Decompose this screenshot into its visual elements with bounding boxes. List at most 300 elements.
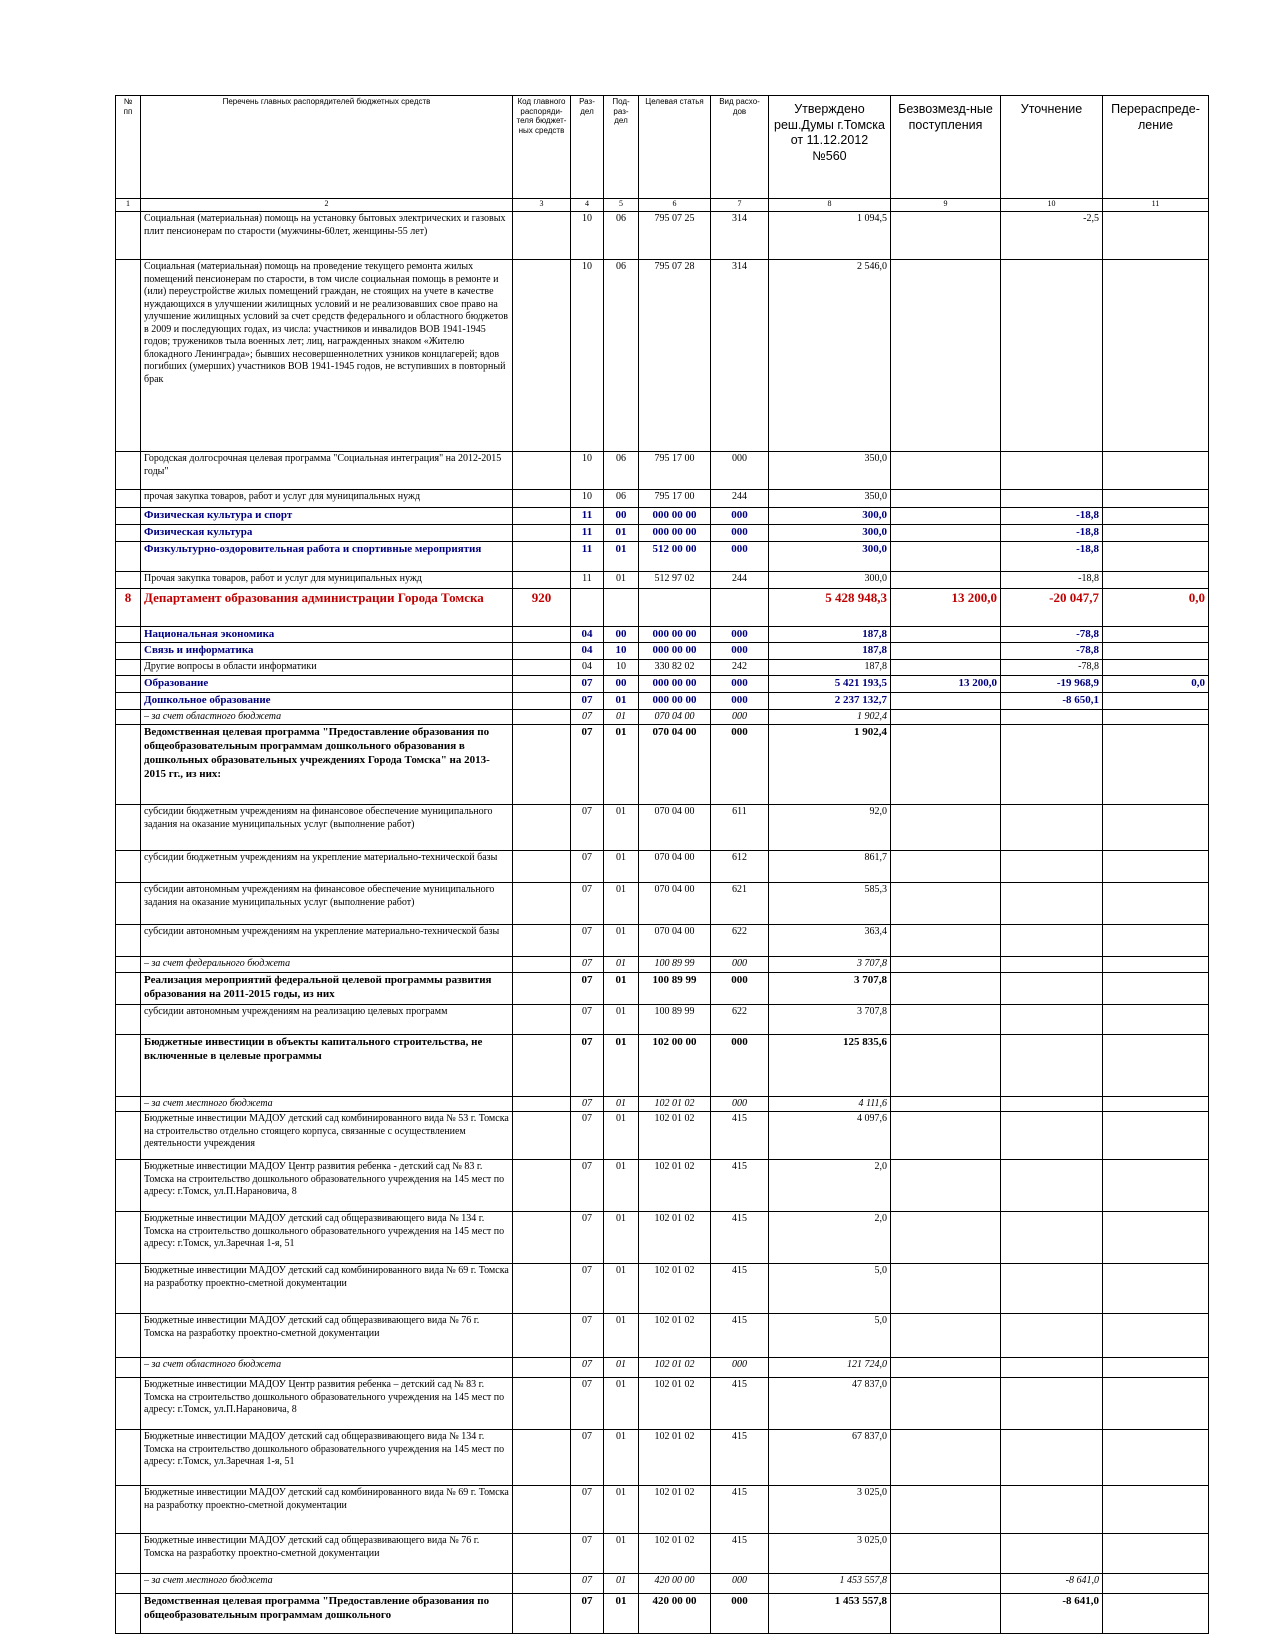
cell-bezvozm — [891, 972, 1001, 1004]
table-row — [116, 588, 1209, 626]
table-row — [116, 676, 1209, 693]
table-row — [116, 693, 1209, 710]
cell-target: 102 01 02 — [639, 1212, 711, 1264]
cell-code — [513, 626, 571, 643]
cell-podrazdel: 01 — [604, 1594, 639, 1634]
cell-name: Бюджетные инвестиции МАДОУ Центр развития ребенка - детский сад № 83 г. Томска на строительство дошкольного образовательного учреждения на 145 мест по адресу: г.Томск, ул.П.Нарановича, 8 — [141, 1160, 513, 1212]
cell-name: Другие вопросы в области информатики — [141, 660, 513, 676]
cell-vid: 415 — [711, 1264, 769, 1314]
cell-approved: 125 835,6 — [769, 1034, 891, 1096]
cell-podrazdel: 01 — [604, 1378, 639, 1430]
cell-num — [116, 693, 141, 710]
table-row — [116, 1534, 1209, 1574]
cell-target: 070 04 00 — [639, 725, 711, 805]
cell-vid: 415 — [711, 1212, 769, 1264]
cell-code — [513, 571, 571, 588]
cell-razdel: 07 — [571, 1096, 604, 1112]
cell-bezvozm — [891, 643, 1001, 660]
cell-num — [116, 626, 141, 643]
cell-approved: 2,0 — [769, 1160, 891, 1212]
cell-razdel: 07 — [571, 925, 604, 957]
cell-podrazdel: 01 — [604, 725, 639, 805]
cell-pereraspr — [1103, 1534, 1209, 1574]
cell-approved: 5,0 — [769, 1314, 891, 1358]
cell-num — [116, 1574, 141, 1594]
table-row — [116, 490, 1209, 508]
cell-bezvozm — [891, 925, 1001, 957]
cell-approved: 5,0 — [769, 1264, 891, 1314]
table-row — [116, 643, 1209, 660]
cell-name: Бюджетные инвестиции МАДОУ детский сад общеразвивающего вида № 134 г. Томска на строительство дошкольного образовательного учреждения на 145 мест по адресу: г.Томск, ул.Заречная 1-я, 51 — [141, 1430, 513, 1486]
cell-razdel: 07 — [571, 693, 604, 710]
cell-pereraspr — [1103, 1486, 1209, 1534]
col-header-vid: Вид расхо-дов — [711, 96, 769, 199]
cell-podrazdel: 01 — [604, 1314, 639, 1358]
cell-vid: 000 — [711, 508, 769, 525]
table-row — [116, 709, 1209, 725]
cell-code — [513, 1160, 571, 1212]
cell-vid: 621 — [711, 883, 769, 925]
cell-bezvozm — [891, 1160, 1001, 1212]
cell-podrazdel: 01 — [604, 925, 639, 957]
cell-pereraspr — [1103, 260, 1209, 452]
cell-name: прочая закупка товаров, работ и услуг для муниципальных нужд — [141, 490, 513, 508]
cell-bezvozm — [891, 212, 1001, 260]
table-row — [116, 1004, 1209, 1034]
cell-razdel: 07 — [571, 805, 604, 851]
cell-approved: 3 025,0 — [769, 1534, 891, 1574]
cell-approved: 4 097,6 — [769, 1112, 891, 1160]
table-row — [116, 524, 1209, 541]
cell-pereraspr — [1103, 643, 1209, 660]
cell-utochnenie: -18,8 — [1001, 524, 1103, 541]
cell-pereraspr — [1103, 925, 1209, 957]
cell-utochnenie — [1001, 1004, 1103, 1034]
cell-pereraspr — [1103, 1358, 1209, 1378]
cell-target: 102 01 02 — [639, 1534, 711, 1574]
cell-utochnenie — [1001, 1430, 1103, 1486]
cell-bezvozm — [891, 805, 1001, 851]
cell-name: субсидии бюджетным учреждениям на укрепление материально-технической базы — [141, 851, 513, 883]
cell-razdel: 07 — [571, 851, 604, 883]
col-number: 4 — [571, 199, 604, 212]
cell-podrazdel: 01 — [604, 883, 639, 925]
col-number: 5 — [604, 199, 639, 212]
cell-approved: 1 094,5 — [769, 212, 891, 260]
col-header-target: Целевая статья — [639, 96, 711, 199]
cell-razdel: 07 — [571, 972, 604, 1004]
cell-vid: 415 — [711, 1112, 769, 1160]
cell-vid: 415 — [711, 1378, 769, 1430]
cell-razdel: 10 — [571, 260, 604, 452]
cell-razdel: 07 — [571, 1112, 604, 1160]
cell-pereraspr — [1103, 1160, 1209, 1212]
cell-code — [513, 508, 571, 525]
cell-approved: 300,0 — [769, 571, 891, 588]
cell-pereraspr — [1103, 1096, 1209, 1112]
cell-vid: 000 — [711, 1034, 769, 1096]
cell-code — [513, 1486, 571, 1534]
cell-razdel: 07 — [571, 1378, 604, 1430]
cell-utochnenie: -2,5 — [1001, 212, 1103, 260]
cell-bezvozm — [891, 260, 1001, 452]
cell-name: субсидии автономным учреждениям на укрепление материально-технической базы — [141, 925, 513, 957]
cell-utochnenie — [1001, 1112, 1103, 1160]
cell-vid: 415 — [711, 1486, 769, 1534]
cell-num — [116, 524, 141, 541]
cell-podrazdel: 01 — [604, 541, 639, 571]
cell-name: Департамент образования администрации Города Томска — [141, 588, 513, 626]
cell-razdel: 11 — [571, 524, 604, 541]
cell-code — [513, 1534, 571, 1574]
cell-razdel: 07 — [571, 883, 604, 925]
cell-target: 102 01 02 — [639, 1358, 711, 1378]
cell-code — [513, 260, 571, 452]
cell-pereraspr — [1103, 1264, 1209, 1314]
cell-pereraspr — [1103, 541, 1209, 571]
cell-bezvozm: 13 200,0 — [891, 588, 1001, 626]
cell-target: 000 00 00 — [639, 676, 711, 693]
cell-pereraspr — [1103, 709, 1209, 725]
cell-code — [513, 541, 571, 571]
cell-bezvozm — [891, 851, 1001, 883]
cell-num — [116, 1096, 141, 1112]
cell-approved: 1 902,4 — [769, 725, 891, 805]
cell-name: Бюджетные инвестиции МАДОУ детский сад комбинированного вида № 69 г. Томска на разработку проектно-сметной документации — [141, 1264, 513, 1314]
cell-pereraspr — [1103, 693, 1209, 710]
cell-name: Дошкольное образование — [141, 693, 513, 710]
cell-utochnenie — [1001, 805, 1103, 851]
cell-num — [116, 643, 141, 660]
cell-razdel: 10 — [571, 212, 604, 260]
cell-name: – за счет федерального бюджета — [141, 957, 513, 973]
cell-name: Бюджетные инвестиции МАДОУ детский сад общеразвивающего вида № 76 г. Томска на разработку проектно-сметной документации — [141, 1314, 513, 1358]
cell-bezvozm — [891, 1212, 1001, 1264]
cell-code — [513, 925, 571, 957]
cell-utochnenie — [1001, 1486, 1103, 1534]
col-header-num: № пп — [116, 96, 141, 199]
cell-utochnenie: -8 641,0 — [1001, 1574, 1103, 1594]
cell-vid: 000 — [711, 725, 769, 805]
cell-bezvozm — [891, 1594, 1001, 1634]
cell-utochnenie — [1001, 1096, 1103, 1112]
cell-num — [116, 1534, 141, 1574]
cell-pereraspr — [1103, 1574, 1209, 1594]
cell-bezvozm — [891, 709, 1001, 725]
cell-target: 420 00 00 — [639, 1594, 711, 1634]
cell-pereraspr — [1103, 1112, 1209, 1160]
cell-bezvozm — [891, 693, 1001, 710]
cell-podrazdel: 01 — [604, 571, 639, 588]
cell-target: 102 01 02 — [639, 1378, 711, 1430]
cell-code — [513, 676, 571, 693]
cell-target — [639, 588, 711, 626]
cell-approved: 861,7 — [769, 851, 891, 883]
cell-utochnenie: -78,8 — [1001, 660, 1103, 676]
cell-name: Ведомственная целевая программа "Предоставление образования по общеобразовательным программам дошкольного образования в дошкольных образовательных учреждениях Города Томска" на 2013-2015 гг., из них: — [141, 725, 513, 805]
cell-num — [116, 541, 141, 571]
cell-podrazdel: 06 — [604, 452, 639, 490]
cell-bezvozm: 13 200,0 — [891, 676, 1001, 693]
cell-pereraspr — [1103, 1004, 1209, 1034]
cell-target: 070 04 00 — [639, 883, 711, 925]
cell-razdel: 10 — [571, 452, 604, 490]
col-number: 10 — [1001, 199, 1103, 212]
cell-approved: 121 724,0 — [769, 1358, 891, 1378]
cell-pereraspr — [1103, 805, 1209, 851]
cell-target: 102 01 02 — [639, 1430, 711, 1486]
cell-podrazdel: 01 — [604, 1534, 639, 1574]
cell-razdel: 11 — [571, 571, 604, 588]
cell-bezvozm — [891, 1314, 1001, 1358]
cell-razdel: 07 — [571, 1486, 604, 1534]
cell-code — [513, 1264, 571, 1314]
cell-utochnenie — [1001, 972, 1103, 1004]
cell-razdel: 07 — [571, 1534, 604, 1574]
cell-target: 102 01 02 — [639, 1160, 711, 1212]
cell-approved: 3 025,0 — [769, 1486, 891, 1534]
cell-target: 512 97 02 — [639, 571, 711, 588]
cell-bezvozm — [891, 1034, 1001, 1096]
cell-approved: 3 707,8 — [769, 972, 891, 1004]
table-row — [116, 508, 1209, 525]
cell-code — [513, 212, 571, 260]
cell-num — [116, 725, 141, 805]
cell-name: Физическая культура и спорт — [141, 508, 513, 525]
cell-code — [513, 1212, 571, 1264]
cell-bezvozm — [891, 508, 1001, 525]
cell-utochnenie: -18,8 — [1001, 508, 1103, 525]
cell-pereraspr: 0,0 — [1103, 588, 1209, 626]
cell-num — [116, 1004, 141, 1034]
cell-podrazdel: 06 — [604, 490, 639, 508]
cell-code — [513, 883, 571, 925]
cell-vid: 000 — [711, 972, 769, 1004]
cell-utochnenie: -78,8 — [1001, 643, 1103, 660]
cell-podrazdel: 00 — [604, 626, 639, 643]
cell-razdel: 04 — [571, 626, 604, 643]
cell-vid: 415 — [711, 1430, 769, 1486]
cell-approved: 300,0 — [769, 524, 891, 541]
cell-code — [513, 1378, 571, 1430]
cell-num — [116, 676, 141, 693]
cell-pereraspr — [1103, 660, 1209, 676]
cell-code — [513, 805, 571, 851]
cell-target: 795 07 25 — [639, 212, 711, 260]
cell-code — [513, 1034, 571, 1096]
cell-vid: 000 — [711, 452, 769, 490]
col-header-utochnenie: Уточнение — [1001, 96, 1103, 199]
cell-vid: 000 — [711, 541, 769, 571]
cell-target: 512 00 00 — [639, 541, 711, 571]
cell-target: 000 00 00 — [639, 508, 711, 525]
cell-num — [116, 883, 141, 925]
cell-num — [116, 925, 141, 957]
cell-num — [116, 260, 141, 452]
cell-vid: 000 — [711, 693, 769, 710]
table-row — [116, 571, 1209, 588]
cell-vid: 611 — [711, 805, 769, 851]
cell-name: Бюджетные инвестиции МАДОУ детский сад комбинированного вида № 69 г. Томска на разработку проектно-сметной документации — [141, 1486, 513, 1534]
table-row — [116, 1160, 1209, 1212]
cell-approved: 3 707,8 — [769, 957, 891, 973]
cell-razdel: 07 — [571, 676, 604, 693]
cell-razdel: 11 — [571, 541, 604, 571]
cell-num — [116, 957, 141, 973]
cell-name: Бюджетные инвестиции МАДОУ детский сад комбинированного вида № 53 г. Томска на строительство отдельно стоящего корпуса, связанные с осуществлением деятельности учреждения — [141, 1112, 513, 1160]
cell-approved: 5 421 193,5 — [769, 676, 891, 693]
cell-num — [116, 490, 141, 508]
cell-utochnenie — [1001, 883, 1103, 925]
cell-approved: 2,0 — [769, 1212, 891, 1264]
table-row — [116, 883, 1209, 925]
cell-code — [513, 725, 571, 805]
table-row — [116, 805, 1209, 851]
cell-name: Связь и информатика — [141, 643, 513, 660]
cell-bezvozm — [891, 1096, 1001, 1112]
cell-bezvozm — [891, 524, 1001, 541]
cell-vid: 622 — [711, 1004, 769, 1034]
cell-code — [513, 1430, 571, 1486]
cell-name: – за счет местного бюджета — [141, 1574, 513, 1594]
cell-code — [513, 524, 571, 541]
cell-approved: 300,0 — [769, 541, 891, 571]
cell-approved: 300,0 — [769, 508, 891, 525]
cell-bezvozm — [891, 626, 1001, 643]
cell-code — [513, 693, 571, 710]
cell-num — [116, 1358, 141, 1378]
cell-num — [116, 1212, 141, 1264]
col-header-approved: Утверждено реш.Думы г.Томска от 11.12.2012 №560 — [769, 96, 891, 199]
col-header-razdel: Раз-дел — [571, 96, 604, 199]
cell-code — [513, 1004, 571, 1034]
cell-target: 102 01 02 — [639, 1264, 711, 1314]
col-number: 7 — [711, 199, 769, 212]
cell-podrazdel: 00 — [604, 508, 639, 525]
cell-razdel: 07 — [571, 1212, 604, 1264]
cell-utochnenie — [1001, 925, 1103, 957]
cell-bezvozm — [891, 452, 1001, 490]
cell-bezvozm — [891, 1486, 1001, 1534]
cell-target: 795 17 00 — [639, 490, 711, 508]
cell-vid: 612 — [711, 851, 769, 883]
cell-num — [116, 972, 141, 1004]
cell-num — [116, 709, 141, 725]
cell-approved: 47 837,0 — [769, 1378, 891, 1430]
cell-podrazdel: 01 — [604, 1264, 639, 1314]
cell-name: Бюджетные инвестиции МАДОУ Центр развития ребенка – детский сад № 83 г. Томска на строительство дошкольного образовательного учреждения на 145 мест по адресу: г.Томск, ул.П.Нарановича, 8 — [141, 1378, 513, 1430]
cell-utochnenie — [1001, 709, 1103, 725]
cell-pereraspr — [1103, 212, 1209, 260]
cell-bezvozm — [891, 660, 1001, 676]
cell-name: Ведомственная целевая программа "Предоставление образования по общеобразовательным программам дошкольного — [141, 1594, 513, 1634]
cell-podrazdel: 01 — [604, 1160, 639, 1212]
cell-approved: 363,4 — [769, 925, 891, 957]
col-number: 11 — [1103, 199, 1209, 212]
cell-vid: 000 — [711, 1358, 769, 1378]
cell-code — [513, 1574, 571, 1594]
cell-approved: 585,3 — [769, 883, 891, 925]
cell-utochnenie — [1001, 1314, 1103, 1358]
cell-razdel: 10 — [571, 490, 604, 508]
cell-podrazdel: 10 — [604, 660, 639, 676]
cell-target: 102 01 02 — [639, 1486, 711, 1534]
cell-razdel: 04 — [571, 643, 604, 660]
cell-podrazdel: 01 — [604, 1486, 639, 1534]
table-row — [116, 626, 1209, 643]
col-header-code: Код главного распоряди-теля бюджет-ных средств — [513, 96, 571, 199]
cell-podrazdel: 01 — [604, 1358, 639, 1378]
cell-podrazdel: 01 — [604, 524, 639, 541]
table-row — [116, 1096, 1209, 1112]
cell-pereraspr — [1103, 452, 1209, 490]
cell-utochnenie — [1001, 1264, 1103, 1314]
table-row — [116, 260, 1209, 452]
cell-num — [116, 1594, 141, 1634]
table-body — [116, 212, 1209, 1634]
cell-vid: 000 — [711, 1096, 769, 1112]
cell-bezvozm — [891, 1358, 1001, 1378]
cell-approved: 1 453 557,8 — [769, 1574, 891, 1594]
cell-name: Национальная экономика — [141, 626, 513, 643]
col-number: 2 — [141, 199, 513, 212]
cell-vid: 415 — [711, 1314, 769, 1358]
cell-code — [513, 709, 571, 725]
table-row — [116, 660, 1209, 676]
cell-pereraspr: 0,0 — [1103, 676, 1209, 693]
cell-podrazdel: 01 — [604, 1430, 639, 1486]
cell-approved: 187,8 — [769, 643, 891, 660]
cell-code — [513, 851, 571, 883]
cell-code — [513, 1112, 571, 1160]
col-number: 1 — [116, 199, 141, 212]
cell-target: 102 00 00 — [639, 1034, 711, 1096]
cell-target: 100 89 99 — [639, 1004, 711, 1034]
cell-utochnenie — [1001, 1160, 1103, 1212]
table-row — [116, 212, 1209, 260]
table-row — [116, 851, 1209, 883]
cell-pereraspr — [1103, 972, 1209, 1004]
table-row — [116, 1594, 1209, 1634]
cell-target: 000 00 00 — [639, 643, 711, 660]
cell-name: Бюджетные инвестиции МАДОУ детский сад общеразвивающего вида № 76 г. Томска на разработку проектно-сметной документации — [141, 1534, 513, 1574]
cell-podrazdel: 01 — [604, 805, 639, 851]
cell-vid: 622 — [711, 925, 769, 957]
cell-code — [513, 452, 571, 490]
cell-razdel: 11 — [571, 508, 604, 525]
cell-razdel: 07 — [571, 1594, 604, 1634]
cell-bezvozm — [891, 883, 1001, 925]
cell-target: 070 04 00 — [639, 851, 711, 883]
cell-name: Физическая культура — [141, 524, 513, 541]
cell-approved: 4 111,6 — [769, 1096, 891, 1112]
cell-name: – за счет местного бюджета — [141, 1096, 513, 1112]
cell-vid — [711, 588, 769, 626]
cell-razdel: 07 — [571, 1034, 604, 1096]
cell-num — [116, 1314, 141, 1358]
cell-num — [116, 1160, 141, 1212]
col-number: 8 — [769, 199, 891, 212]
table-header — [116, 96, 1209, 212]
table-row — [116, 1034, 1209, 1096]
cell-bezvozm — [891, 957, 1001, 973]
cell-approved: 3 707,8 — [769, 1004, 891, 1034]
cell-code — [513, 972, 571, 1004]
cell-approved: 1 453 557,8 — [769, 1594, 891, 1634]
cell-bezvozm — [891, 1430, 1001, 1486]
cell-razdel: 04 — [571, 660, 604, 676]
cell-target: 795 17 00 — [639, 452, 711, 490]
